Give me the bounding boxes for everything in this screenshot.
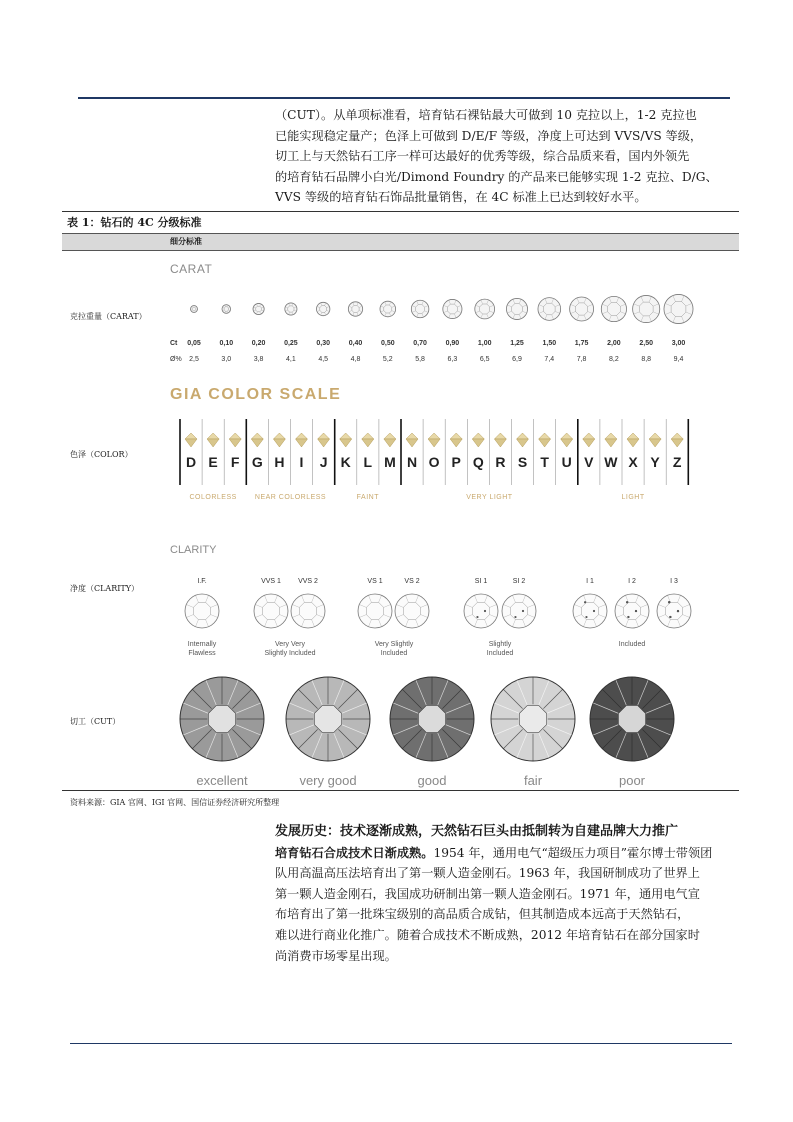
carat-ct-value: 0,40 (348, 340, 363, 347)
4c-table (62, 211, 739, 791)
carat-ct-value: 1,50 (542, 340, 557, 347)
clarity-stone (573, 594, 607, 628)
row-label-clarity: 净度（CLARITY） (70, 584, 140, 593)
color-grade-cell (539, 433, 551, 470)
carat-stone (191, 306, 198, 313)
carat-stone (538, 298, 561, 321)
clarity-inclusion (635, 610, 637, 612)
carat-mm-value: 5,8 (415, 356, 425, 363)
color-grade-letter: Z (672, 454, 682, 470)
clarity-grade-label: VS 2 (404, 578, 420, 585)
carat-mm-value: 6,9 (512, 356, 522, 363)
table-header-label: 细分标准 (170, 236, 202, 246)
color-grade-letter: M (384, 454, 396, 470)
carat-stone (317, 302, 330, 315)
color-gem-icon (583, 439, 595, 447)
carat-mm-value: 8,2 (609, 356, 619, 363)
carat-mm-value: 4,8 (350, 356, 361, 363)
color-grade-letter: D (185, 454, 197, 470)
color-grade-letter: Y (650, 454, 660, 470)
clarity-title: CLARITY (170, 544, 217, 556)
clarity-stone (464, 594, 498, 628)
clarity-inclusion (585, 616, 587, 618)
history-subheading: 培育钻石合成技术日渐成熟。 (275, 845, 434, 860)
clarity-caption: Slightly (488, 641, 512, 648)
row-label-cut: 切工（CUT） (70, 717, 121, 726)
carat-stone (570, 297, 594, 321)
clarity-stone (395, 594, 429, 628)
color-grade-cell (406, 433, 418, 470)
clarity-caption: Included (618, 641, 646, 648)
clarity-stone (291, 594, 325, 628)
color-grade-letter: R (495, 454, 506, 470)
color-gem-icon (472, 433, 484, 439)
carat-stone (222, 305, 231, 314)
history-heading: 发展历史：技术逐渐成熟，天然钻石巨头由抵制转为自建品牌大力推广 (275, 824, 679, 839)
color-group-label: LIGHT (621, 494, 645, 501)
carat-mm-value: 4,5 (318, 356, 329, 363)
color-gem-icon (273, 439, 285, 447)
color-gem-icon (185, 433, 197, 439)
carat-title: CARAT (170, 262, 213, 276)
color-gem-icon (539, 433, 551, 439)
color-group-label: VERY LIGHT (466, 494, 513, 501)
color-grade-cell (649, 433, 661, 470)
cut-stone (286, 677, 370, 761)
clarity-inclusion (584, 601, 586, 603)
clarity-caption: Included (486, 650, 514, 657)
carat-mm-value: 9,4 (673, 356, 684, 363)
clarity-caption: Very Very (275, 641, 305, 648)
color-scale-group (180, 419, 688, 485)
clarity-grade-label: SI 1 (474, 578, 488, 585)
carat-stone (601, 296, 626, 321)
color-gem-icon (296, 439, 308, 447)
cut-grade-label: excellent (196, 773, 248, 788)
table-bottom-rule (62, 790, 739, 791)
clarity-grade-label: VVS 2 (298, 578, 318, 585)
header-rule (78, 97, 730, 99)
color-grade-cell (517, 433, 529, 470)
carat-stone-group (191, 294, 694, 323)
color-grade-cell (318, 433, 330, 470)
color-gem-icon (494, 433, 506, 439)
color-gem-icon (450, 433, 462, 439)
carat-ct-value: 0,10 (219, 340, 234, 347)
color-gem-icon (649, 433, 661, 439)
carat-ct-values (187, 340, 685, 347)
color-gem-icon (472, 439, 484, 447)
carat-stone (664, 294, 693, 323)
color-grade-letter: V (584, 454, 594, 470)
color-gem-icon (273, 433, 285, 439)
history-line-text: 1954 年，通用电气“超级压力项目”霍尔博士带领团 (433, 845, 713, 860)
color-grade-cell (229, 433, 241, 470)
table-header (62, 233, 739, 251)
color-gem-icon (450, 439, 462, 447)
carat-mm-value: 4,1 (286, 356, 296, 363)
table-title: 表 1：钻石的 4C 分级标准 (62, 211, 739, 233)
color-gem-icon (340, 439, 352, 447)
color-gem-icon (406, 433, 418, 439)
clarity-stone (657, 594, 691, 628)
carat-stone (475, 299, 495, 319)
carat-mm-value: 3,0 (221, 356, 232, 363)
clarity-grade-label: SI 2 (512, 578, 526, 585)
color-gem-icon (605, 439, 617, 447)
footer-rule (70, 1043, 732, 1044)
carat-stone (380, 301, 396, 317)
carat-ct-value: 3,00 (671, 340, 686, 347)
clarity-caption: Flawless (188, 650, 216, 657)
history-section (275, 822, 735, 966)
color-gem-icon (318, 433, 330, 439)
carat-stone (633, 295, 660, 322)
color-gem-icon (649, 439, 661, 447)
intro-line: 的培育钻石品牌小白光/Dimond Foundry 的产品来已能够实现 1-2 克拉、D/G、 (275, 169, 718, 184)
color-grade-letter: G (251, 454, 263, 470)
color-grade-cell (340, 433, 352, 470)
carat-ct-value: 0,05 (187, 340, 201, 347)
carat-mm-value: 2,5 (189, 356, 199, 363)
color-gem-icon (671, 439, 683, 447)
clarity-grade-label: VVS 1 (261, 578, 281, 585)
color-gem-icon (384, 433, 396, 439)
clarity-caption: Very Slightly (374, 641, 414, 648)
color-group-label: COLORLESS (189, 494, 237, 501)
row-label-color: 色泽（COLOR） (70, 450, 133, 459)
clarity-inclusion (669, 616, 671, 618)
carat-ct-value: 2,00 (607, 340, 621, 347)
color-gem-icon (428, 433, 440, 439)
carat-mm-value: 5,2 (382, 356, 393, 363)
clarity-grade-label: I 3 (670, 578, 678, 585)
color-gem-icon (671, 433, 683, 439)
clarity-grade-label: I 1 (586, 578, 594, 585)
color-gem-icon (406, 439, 418, 447)
clarity-grade-label: VS 1 (367, 578, 383, 585)
color-grade-letter: W (604, 454, 618, 470)
history-line: 难以进行商业化推广。随着合成技术不断成熟，2012 年培育钻石在部分国家时 (275, 927, 700, 942)
color-gem-icon (229, 433, 241, 439)
carat-stone (443, 299, 462, 318)
color-grade-letter: F (230, 454, 240, 470)
carat-mm-value: 6,3 (447, 356, 458, 363)
color-group-label: FAINT (356, 494, 380, 501)
cut-stone (590, 677, 674, 761)
color-grade-letter: U (561, 454, 572, 470)
color-grade-cell (384, 433, 396, 470)
cut-stone (390, 677, 474, 761)
color-grade-letter: O (428, 454, 440, 470)
color-gem-icon (318, 439, 330, 447)
carat-ct-value: 1,25 (510, 340, 524, 347)
cut-grade-label: very good (299, 773, 357, 788)
history-line (275, 843, 735, 864)
carat-ct-value: 0,90 (445, 340, 460, 347)
color-gem-icon (296, 433, 308, 439)
carat-stone (285, 303, 297, 315)
carat-ct-value: 1,75 (574, 340, 589, 347)
clarity-stone (254, 594, 288, 628)
intro-line: （CUT）。从单项标准看，培育钻石裸钻最大可做到 10 克拉以上，1-2 克拉也 (275, 108, 697, 122)
color-gem-icon (517, 433, 529, 439)
color-gem-icon (340, 433, 352, 439)
intro-line: VVS 等级的培育钻石饰品批量销售，在 4C 标准上已达到较好水平。 (275, 190, 647, 205)
color-gem-icon (627, 439, 639, 447)
cut-group (180, 677, 674, 788)
row-label-carat: 克拉重量（CARAT） (70, 312, 147, 321)
color-grade-letter: I (299, 454, 304, 470)
clarity-stone (358, 594, 392, 628)
clarity-inclusion (514, 616, 516, 618)
carat-stone (411, 300, 429, 318)
color-grade-cell (185, 433, 197, 470)
intro-line: 已能实现稳定量产；色泽上可做到 D/E/F 等级，净度上可达到 VVS/VS 等级， (275, 128, 703, 143)
color-grade-cell (627, 433, 639, 470)
cut-stone (180, 677, 264, 761)
carat-mm-value: 8,8 (641, 356, 652, 363)
color-gem-icon (605, 433, 617, 439)
carat-mm-value: 7,8 (576, 356, 587, 363)
history-line: 队用高温高压法培育出了第一颗人造金刚石。1963 年，我国研制成功了世界上 (275, 866, 700, 881)
color-grade-cell (671, 433, 683, 470)
color-gem-icon (384, 439, 396, 447)
color-grade-cell (583, 433, 595, 470)
color-grade-letter: X (628, 454, 638, 470)
color-grade-letter: K (340, 454, 351, 470)
clarity-grade-label: I 2 (628, 578, 636, 585)
carat-stone (506, 298, 527, 319)
color-grade-cell (273, 433, 285, 470)
color-grade-cell (604, 433, 618, 470)
color-grade-cell (494, 433, 506, 470)
cut-grade-label: fair (523, 773, 543, 788)
color-gem-icon (251, 439, 263, 447)
carat-ct-label: Ct (170, 340, 178, 347)
color-grade-cell (207, 433, 219, 470)
color-grade-letter: J (319, 454, 328, 470)
clarity-stone (615, 594, 649, 628)
history-line: 布培育出了第一批珠宝级别的高品质合成钻，但其制造成本远高于天然钻石， (275, 907, 690, 922)
color-grade-cell (472, 433, 484, 470)
color-gem-icon (561, 439, 573, 447)
clarity-inclusion (593, 610, 595, 612)
clarity-stone (185, 594, 219, 628)
color-group-labels (190, 494, 645, 501)
carat-ct-value: 0,25 (284, 340, 298, 347)
color-grade-cell (450, 433, 462, 470)
clarity-stone (502, 594, 536, 628)
color-gem-icon (539, 439, 551, 447)
clarity-inclusion (476, 616, 478, 618)
clarity-grade-label: I.F. (197, 578, 207, 585)
color-grade-letter: P (451, 454, 461, 470)
clarity-caption: Internally (187, 641, 217, 648)
carat-mm-label: Ø% (170, 356, 182, 363)
color-gem-icon (185, 439, 197, 447)
clarity-inclusion (522, 610, 524, 612)
carat-ct-value: 1,00 (477, 340, 492, 347)
color-gem-icon (561, 433, 573, 439)
color-grade-letter: S (517, 454, 528, 470)
color-gem-icon (494, 439, 506, 447)
carat-mm-value: 3,8 (253, 356, 264, 363)
carat-ct-value: 0,50 (380, 340, 395, 347)
color-gem-icon (229, 439, 241, 447)
carat-mm-value: 6,5 (479, 356, 490, 363)
history-line: 第一颗人造金刚石，我国成功研制出第一颗人造金刚石。1971 年，通用电气宣 (275, 886, 700, 901)
carat-stone (348, 302, 362, 316)
color-gem-icon (362, 439, 374, 447)
color-grade-letter: L (363, 454, 373, 470)
color-grade-cell (251, 433, 263, 470)
4c-figure (162, 253, 739, 789)
color-grade-letter: Q (472, 454, 484, 470)
color-grade-cell (296, 433, 308, 470)
color-scale-title: GIA COLOR SCALE (170, 386, 342, 403)
carat-ct-value: 2,50 (639, 340, 654, 347)
carat-ct-value: 0,20 (251, 340, 266, 347)
color-grade-letter: N (406, 454, 418, 470)
color-gem-icon (583, 433, 595, 439)
color-grade-letter: T (540, 454, 549, 470)
color-grade-cell (362, 433, 374, 470)
color-grade-cell (561, 433, 573, 470)
color-grade-letter: E (208, 454, 218, 470)
history-line: 尚消费市场零星出现。 (275, 948, 397, 963)
clarity-inclusion (677, 610, 679, 612)
color-gem-icon (428, 439, 440, 447)
carat-stone (253, 303, 264, 314)
color-gem-icon (207, 433, 219, 439)
color-grade-letter: H (274, 454, 285, 470)
color-grade-cell (428, 433, 440, 470)
cut-grade-label: poor (618, 773, 646, 788)
color-gem-icon (517, 439, 529, 447)
intro-line: 切工上与天然钻石工序一样可达最好的优秀等级，综合品质来看，国内外领先 (275, 149, 690, 164)
color-gem-icon (207, 439, 219, 447)
carat-ct-value: 0,70 (413, 340, 427, 347)
clarity-inclusion (484, 610, 486, 612)
clarity-inclusion (668, 601, 670, 603)
carat-mm-values (189, 356, 683, 363)
cut-grade-label: good (417, 773, 447, 788)
clarity-inclusion (627, 616, 629, 618)
carat-mm-value: 7,4 (544, 356, 555, 363)
clarity-inclusion (626, 601, 628, 603)
color-gem-icon (627, 433, 639, 439)
clarity-caption: Slightly Included (264, 650, 316, 657)
intro-paragraph (275, 105, 732, 208)
color-gem-icon (362, 433, 374, 439)
carat-ct-value: 0,30 (316, 340, 331, 347)
color-gem-icon (251, 433, 263, 439)
color-group-label: NEAR COLORLESS (254, 494, 327, 501)
clarity-caption: Included (380, 650, 408, 657)
source-note: 资料来源：GIA 官网、IGI 官网、国信证券经济研究所整理 (70, 798, 280, 807)
clarity-group (185, 578, 691, 657)
cut-stone (491, 677, 575, 761)
